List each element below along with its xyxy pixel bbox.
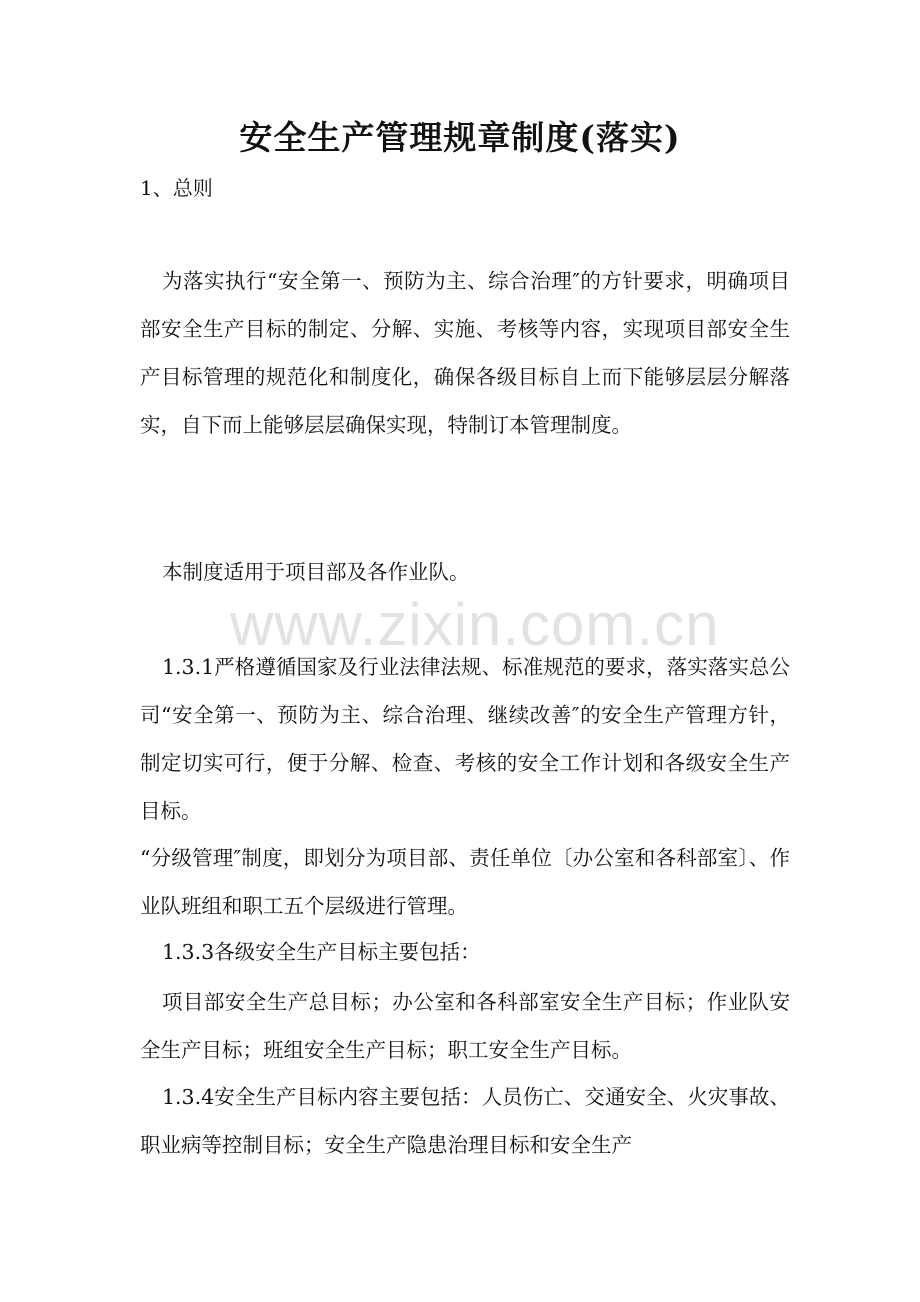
paragraph-1-3-3: 1.3.3各级安全生产目标主要包括： xyxy=(162,940,481,964)
paragraph-target-list: 项目部安全生产总目标；办公室和各科部室安全生产目标；作业队安全生产目标；班组安全生产目标；职工安全生产目标。 xyxy=(140,990,790,1062)
paragraph-hierarchy: “分级管理″制度，即划分为项目部、责任单位〔办公室和各科部室〕、作业队班组和职工五个层级进行管理。 xyxy=(140,846,790,918)
paragraph-purpose: 为落实执行“安全第一、预防为主、综合治理″的方针要求，明确项目部安全生产目标的制定、分解、实施、考核等内容，实现项目部安全生产目标管理的规范化和制度化，确保各级目标自上而下能够层层分解落实，自下而上能够层层确保实现，特制订本管理制度。 xyxy=(140,269,790,437)
watermark: www.zixin.com.cn xyxy=(230,591,720,658)
document-title: 安全生产管理规章制度(落实) xyxy=(239,118,681,157)
paragraph-1-3-1: 1.3.1严格遵循国家及行业法律法规、标准规范的要求，落实落实总公司“安全第一、预防为主、综合治理、继续改善″的安全生产管理方针，制定切实可行，便于分解、检查、考核的安全工作计划和各级安全生产目标。 xyxy=(140,655,790,823)
paragraph-1-3-4: 1.3.4安全生产目标内容主要包括：人员伤亡、交通安全、火灾事故、职业病等控制目标；安全生产隐患治理目标和安全生产 xyxy=(140,1085,790,1157)
section-heading: 1、总则 xyxy=(140,176,213,200)
paragraph-scope: 本制度适用于项目部及各作业队。 xyxy=(162,560,470,584)
